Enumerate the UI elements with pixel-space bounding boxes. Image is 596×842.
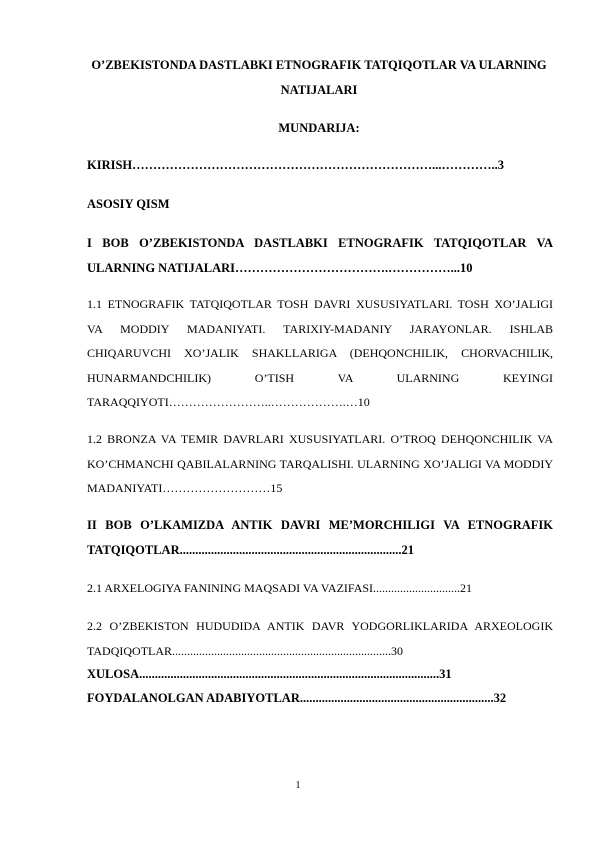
toc-entry-kirish: KIRISH………………………………………………………………...…………..3 xyxy=(87,158,505,172)
page-number: 1 xyxy=(295,780,301,791)
toc-entry-section-2-1: 2.1 ARXELOGIYA FANINING MAQSADI VA VAZIFASI.............................21 xyxy=(87,581,473,595)
toc-entry-section-1-2: 1.2 BRONZA VA TEMIR DAVRLARI XUSUSIYATLARI. O’TROQ DEHQONCHILIK VA KO’CHMANCHI QABILALARNING TARQALISHI. ULARNING XO’JALIGI VA MODDIY MADANIYATI………………………15 xyxy=(87,432,553,495)
toc-entry-chapter-2: II BOB O’LKAMIZDA ANTIK DAVRI ME’MORCHILIGI VA ETNOGRAFIK TATQIQOTLAR.......................................................................21 xyxy=(87,518,553,557)
toc-entry-asosiy-qism: ASOSIY QISM xyxy=(87,197,170,211)
toc-entry-section-2-2: 2.2 O’ZBEKISTON HUDUDIDA ANTIK DAVR YODGORLIKLARIDA ARXEOLOGIK TADQIQOTLAR.........................................................................30 xyxy=(87,619,553,658)
toc-entry-chapter-1: I BOB O’ZBEKISTONDA DASTLABKI ETNOGRAFIK TATQIQOTLAR VA ULARNING NATIJALARI……………………………….……………...10 xyxy=(87,236,553,275)
document-title: O’ZBEKISTONDA DASTLABKI ETNOGRAFIK TATQIQOTLAR VA ULARNING NATIJALARI xyxy=(91,58,547,97)
contents-heading: MUNDARIJA: xyxy=(278,121,360,135)
toc-entry-adabiyotlar: FOYDALANOLGAN ADABIYOTLAR..............................................................32 xyxy=(87,691,507,705)
toc-entry-xulosa: XULOSA................................................................................................31 xyxy=(87,667,452,681)
toc-entry-section-1-1: 1.1 ETNOGRAFIK TATQIQOTLAR TOSH DAVRI XUSUSIYATLARI. TOSH XO’JALIGI VA MODDIY MADANIYATI. TARIXIY-MADANIY JARAYONLAR. ISHLAB CHIQARUVCHI XO’JALIK SHAKLLARIGA (DEHQONCHILIK, CHORVACHILIK, HUNARMANDCHILIK) O’TISH VA ULARNING KEYINGI TARAQQIYOTI……………………..……………….…10 xyxy=(87,297,553,409)
